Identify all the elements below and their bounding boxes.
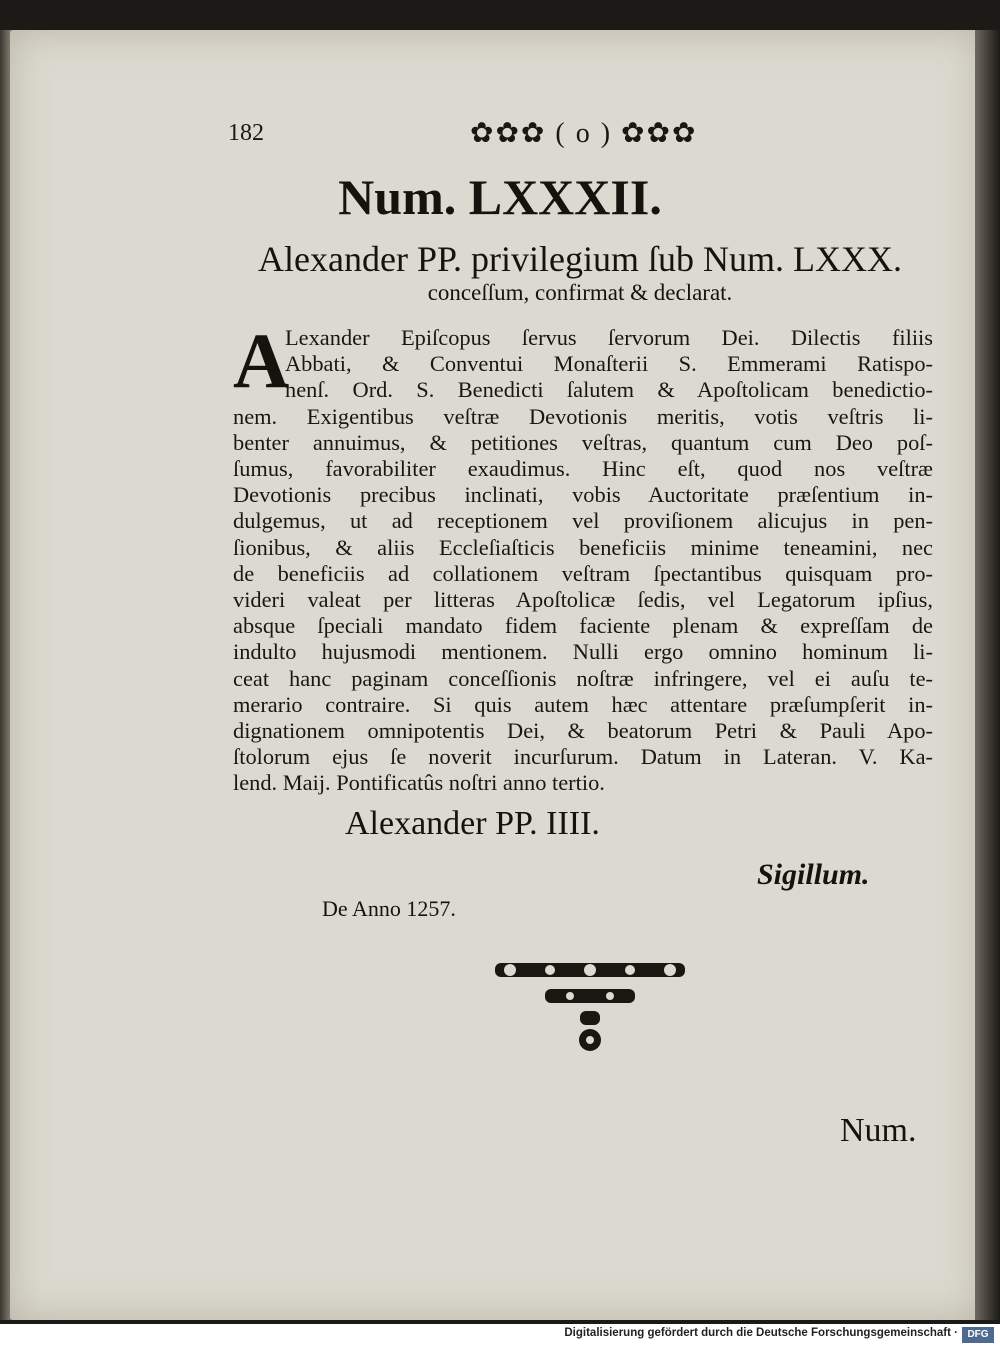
date-line: De Anno 1257. (322, 896, 456, 921)
body-line: Lexander Epiſcopus ſervus ſervorum Dei. Dilectis filiis (285, 325, 933, 350)
body-line: Devotionis precibus inclinati, vobis Auctoritate præſentium in- (233, 482, 933, 508)
page-right-shadow (975, 30, 1000, 1320)
drop-capital: A (233, 317, 290, 404)
tailpiece-ornament-icon (490, 955, 690, 1055)
signature: Alexander PP. IIII. (345, 805, 600, 842)
body-line: indulto hujusmodi mentionem. Nulli ergo omnino hominum li- (233, 639, 933, 665)
body-line: ceat hanc paginam conceſſionis noſtræ infringere, vel ei auſu te- (233, 665, 933, 691)
body-line: benter annuimus, & petitiones veſtras, quantum cum Deo poſ- (233, 429, 933, 455)
body-line: merario contraire. Si quis autem hæc attentare præſumpſerit in- (233, 691, 933, 717)
body-line: dulgemus, ut ad receptionem vel proviſionem alicujus in pen- (233, 508, 933, 534)
document-subtitle: Alexander PP. privilegium ſub Num. LXXX. (258, 239, 902, 279)
header-ornament: ✿✿✿ ( o ) ✿✿✿ (470, 118, 698, 149)
body-line: ſtolorum ejus ſe noverit incurſurum. Datum in Lateran. V. Ka- (233, 744, 933, 770)
body-line: ſumus, favorabiliter exaudimus. Hinc eſt, quod nos veſtræ (233, 456, 933, 482)
body-line: Abbati, & Conventui Monaſterii S. Emmerami Ratispo- (285, 351, 933, 377)
body-line: lend. Maij. Pontificatûs noſtri anno tertio. (233, 770, 605, 796)
dfg-logo-icon: DFG (962, 1327, 994, 1343)
document-subtitle-continuation: conceſſum, confirmat & declarat. (427, 280, 733, 305)
seal-label: Sigillum. (757, 858, 870, 891)
body-line: absque ſpeciali mandato fidem faciente plenam & expreſſam de (233, 613, 933, 639)
funding-credit: Digitalisierung gefördert durch die Deutsche Forschungsgemeinschaft · (564, 1327, 958, 1339)
body-line: dignationem omnipotentis Dei, & beatorum Petri & Pauli Apo- (233, 718, 933, 744)
body-line: de beneficiis ad collationem veſtram ſpectantibus quisquam pro- (233, 560, 933, 586)
footer-bar (0, 1324, 1000, 1347)
document-body (233, 325, 933, 797)
catchword: Num. (840, 1112, 917, 1149)
document-title: Num. LXXXII. (338, 169, 662, 225)
body-line: nem. Exigentibus veſtræ Devotionis meritis, votis veſtris li- (233, 403, 933, 429)
body-line: nenſ. Ord. S. Benedicti ſalutem & Apoſtolicam benedictio- (285, 377, 933, 403)
body-line: videri valeat per litteras Apoſtolicæ ſedis, vel Legatorum ipſius, (233, 587, 933, 613)
page-number: 182 (228, 120, 264, 146)
body-line: ſionibus, & aliis Eccleſiaſticis beneficiis minime teneamini, nec (233, 534, 933, 560)
